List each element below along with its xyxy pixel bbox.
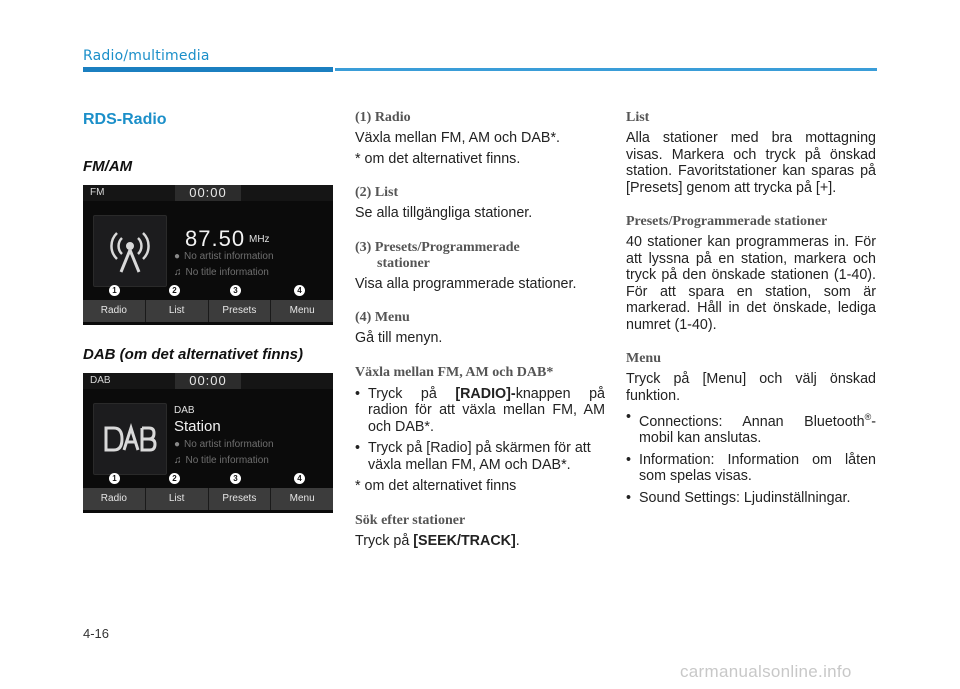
fm-artist: No artist information — [184, 251, 274, 262]
fm-title: No title information — [185, 267, 269, 278]
menu-bullet-3: • Sound Settings: Ljudinställningar. — [626, 490, 876, 507]
dab-callout-3: 3 — [230, 473, 241, 484]
dab-label: DAB — [174, 405, 195, 416]
fm-menu-button[interactable]: Menu — [270, 300, 333, 322]
person-icon: ● — [174, 439, 181, 450]
dab-button-bar — [83, 488, 333, 510]
fm-callout-4: 4 — [294, 285, 305, 296]
fm-button-bar — [83, 300, 333, 322]
music-note-icon: ♫ — [174, 267, 182, 278]
presets-text: Visa alla programmerade stationer. — [355, 275, 577, 292]
column-3 — [626, 110, 876, 511]
presets-text-2: 40 stationer kan programmeras in. För att lyssna på en station, markera och tryck på den önskade stationen (1-40). För att spara en station, som är markerad. Håll in det önskade, lediga numret (1-40). — [626, 234, 876, 333]
dab-title: No title information — [185, 455, 269, 466]
search-heading: Sök efter stationer — [355, 512, 466, 528]
list-heading-2: List — [626, 110, 650, 125]
page-number: 4-16 — [83, 626, 110, 641]
header-rule-light — [335, 68, 877, 71]
list-text-2: Alla stationer med bra mottagning visas. Markera och tryck på önskad station. Favoritstationer kan sparas på [Presets] genom att trycka på [+]. — [626, 130, 876, 196]
menu-list — [626, 409, 876, 506]
fm-mode-label: FM — [90, 187, 105, 198]
fm-callout-2: 2 — [169, 285, 180, 296]
registered-mark: ® — [864, 412, 872, 422]
fm-radio-button[interactable]: Radio — [83, 300, 145, 322]
presets-heading-2: Presets/Programmerade stationer — [626, 214, 828, 229]
radio-tower-icon — [93, 215, 167, 287]
menu-b1-post: -mobil kan anslutas. — [639, 413, 876, 447]
dab-clock: 00:00 — [175, 373, 241, 389]
search-pre: Tryck på — [355, 532, 410, 549]
presets-heading — [355, 240, 605, 272]
fm-list-button[interactable]: List — [145, 300, 208, 322]
fm-frequency: 87.50 — [185, 226, 246, 251]
dab-mode-label: DAB — [90, 375, 111, 386]
section-title: RDS-Radio — [83, 111, 167, 128]
menu-text-2: Tryck på [Menu] och välj önskad funktion. — [626, 371, 876, 404]
seek-track-key: [SEEK/TRACK] — [413, 532, 516, 549]
dab-callout-2: 2 — [169, 473, 180, 484]
dab-list-button[interactable]: List — [145, 488, 208, 510]
dab-screen — [83, 373, 333, 513]
switch-note: * om det alternativet finns — [355, 478, 517, 494]
music-note-icon: ♫ — [174, 455, 182, 466]
switch-b1-pre: Tryck på — [368, 385, 437, 402]
dab-logo-icon — [93, 403, 167, 475]
dab-station: Station — [174, 418, 221, 435]
dab-callout-1: 1 — [109, 473, 120, 484]
radio-key: [RADIO]- — [455, 385, 516, 402]
menu-text: Gå till menyn. — [355, 330, 443, 346]
fm-title-line — [174, 267, 269, 278]
search-text — [355, 533, 605, 550]
dab-presets-button[interactable]: Presets — [208, 488, 271, 510]
dab-radio-button[interactable]: Radio — [83, 488, 145, 510]
dab-menu-button[interactable]: Menu — [270, 488, 333, 510]
person-icon: ● — [174, 251, 181, 262]
presets-heading-line2: stationer — [377, 255, 430, 271]
radio-text: Växla mellan FM, AM och DAB*. — [355, 130, 560, 146]
fm-callout-1: 1 — [109, 285, 120, 296]
switch-heading: Växla mellan FM, AM och DAB* — [355, 364, 554, 380]
dab-subtitle: DAB (om det alternativet finns) — [83, 346, 304, 363]
header-rule-dark — [83, 67, 333, 72]
switch-bullet-1 — [355, 386, 605, 436]
list-heading: (2) List — [355, 185, 399, 200]
dab-title-line — [174, 455, 269, 466]
list-text: Se alla tillgängliga stationer. — [355, 205, 533, 221]
radio-heading: (1) Radio — [355, 110, 411, 125]
fm-callout-3: 3 — [230, 285, 241, 296]
column-2 — [355, 110, 605, 549]
dab-artist-line — [174, 439, 274, 450]
switch-b1-post: knappen på radion för att växla mellan FM, AM och DAB*. — [368, 385, 605, 435]
fm-artist-line — [174, 251, 274, 262]
header-title: Radio/multimedia — [83, 48, 210, 64]
presets-heading-line1: (3) Presets/Programmerade — [355, 239, 520, 255]
fm-frequency-unit: MHz — [249, 234, 270, 245]
dab-callout-4: 4 — [294, 473, 305, 484]
menu-bullet-1 — [626, 409, 876, 447]
switch-bullet-2: • Tryck på [Radio] på skärmen för att växla mellan FM, AM och DAB*. — [355, 440, 605, 473]
switch-list — [355, 386, 605, 474]
fm-clock: 00:00 — [175, 185, 241, 201]
menu-heading-2: Menu — [626, 351, 661, 366]
menu-bullet-2: • Information: Information om låten som spelas visas. — [626, 452, 876, 485]
fm-subtitle: FM/AM — [83, 158, 133, 175]
dab-artist: No artist information — [184, 439, 274, 450]
search-post: . — [515, 532, 520, 549]
fm-screen — [83, 185, 333, 325]
fm-presets-button[interactable]: Presets — [208, 300, 271, 322]
watermark: carmanualsonline.info — [680, 662, 852, 681]
menu-heading: (4) Menu — [355, 310, 410, 325]
menu-b1-pre: Connections: Annan Bluetooth — [639, 413, 865, 430]
radio-note: * om det alternativet finns. — [355, 150, 521, 167]
